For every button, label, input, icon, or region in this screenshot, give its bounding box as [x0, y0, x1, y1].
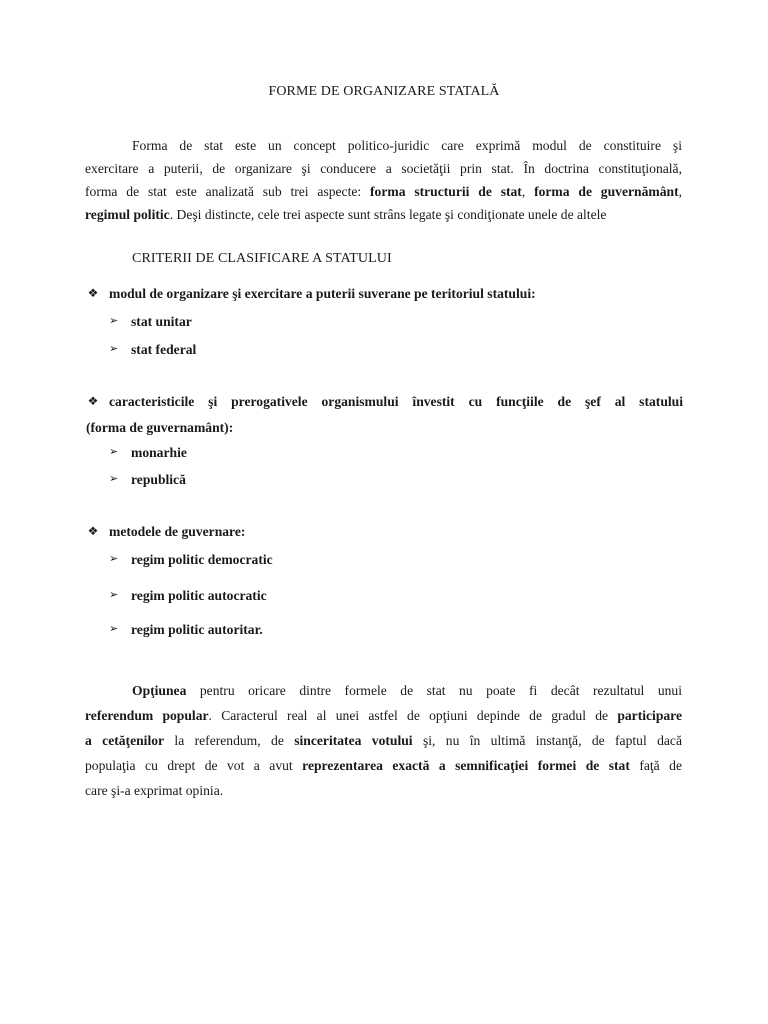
conclusion-bold-term: referendum popular — [85, 708, 209, 723]
item-label: regim politic democratic — [131, 552, 273, 567]
conclusion-text: faţă de — [629, 758, 682, 773]
item-label: regim politic autoritar. — [131, 622, 263, 637]
item-label: stat unitar — [131, 314, 192, 329]
criterion-line: caracteristicile şi prerogativele organismului învestit cu funcţiile de şef al statului — [109, 394, 683, 409]
conclusion-bold-term: Opţiunea — [132, 683, 187, 698]
intro-paragraph — [85, 134, 682, 226]
item-label: stat federal — [131, 342, 197, 357]
conclusion-line-1 — [85, 678, 682, 703]
intro-text: , — [678, 184, 682, 199]
item-label: monarhie — [131, 445, 187, 460]
item-label: republică — [131, 472, 186, 487]
criterion-text — [109, 282, 683, 306]
item-label: regim politic autocratic — [131, 588, 267, 603]
diamond-bullet-icon: ❖ — [87, 394, 99, 408]
intro-text: , — [521, 184, 535, 199]
conclusion-line-3 — [85, 728, 682, 753]
criterion-text — [86, 390, 683, 440]
criterion-line: modul de organizare şi exercitare a puterii suverane pe teritoriul statului: — [109, 286, 536, 301]
intro-line-1: Forma de stat este un concept politico-juridic care exprimă modul de constituire şi — [132, 138, 682, 153]
conclusion-line-5: care şi-a exprimat opinia. — [85, 783, 224, 798]
conclusion-bold-term: sinceritatea votului — [294, 733, 413, 748]
intro-line-2: exercitare a puterii, de organizare şi conducere a societăţii prin stat. În doctrina constituţională, — [85, 161, 682, 176]
intro-bold-term: forma structurii de stat — [370, 184, 522, 199]
diamond-bullet-icon: ❖ — [87, 524, 99, 538]
conclusion-bold-term: participare — [617, 708, 682, 723]
diamond-bullet-icon: ❖ — [87, 286, 99, 300]
arrow-bullet-icon: ➢ — [109, 315, 119, 327]
intro-line-4 — [85, 203, 682, 226]
conclusion-text: şi, nu în ultimă instanţă, de faptul dacă — [412, 733, 682, 748]
intro-bold-term: forma de guvernământ — [534, 184, 679, 199]
conclusion-text: . Caracterul real al unei astfel de opţiuni depinde de gradul de — [208, 708, 618, 723]
conclusion-bold-term: a cetăţenilor — [85, 733, 165, 748]
criterion-line: metodele de guvernare: — [109, 524, 246, 539]
intro-bold-term: regimul politic — [85, 207, 170, 222]
conclusion-text: la referendum, de — [164, 733, 295, 748]
document-title: FORME DE ORGANIZARE STATALĂ — [268, 84, 500, 99]
intro-line-3 — [85, 180, 682, 203]
conclusion-line-4 — [85, 753, 682, 778]
conclusion-text: populaţia cu drept de vot a avut — [85, 758, 303, 773]
intro-text: . Deşi distincte, cele trei aspecte sunt strâns legate şi condiţionate unele de altele — [169, 207, 607, 222]
criterion-text — [109, 520, 683, 544]
conclusion-bold-term: reprezentarea exactă a semnificaţiei formei de stat — [302, 758, 630, 773]
criterion-line: (forma de guvernamânt): — [86, 420, 234, 435]
arrow-bullet-icon: ➢ — [109, 589, 119, 601]
conclusion-line-2 — [85, 703, 682, 728]
conclusion-text: pentru oricare dintre formele de stat nu poate fi decât rezultatul unui — [186, 683, 682, 698]
arrow-bullet-icon: ➢ — [109, 553, 119, 565]
intro-text: forma de stat este analizată sub trei aspecte: — [85, 184, 371, 199]
arrow-bullet-icon: ➢ — [109, 623, 119, 635]
arrow-bullet-icon: ➢ — [109, 343, 119, 355]
criteria-heading: CRITERII DE CLASIFICARE A STATULUI — [132, 251, 392, 266]
arrow-bullet-icon: ➢ — [109, 446, 119, 458]
conclusion-paragraph — [85, 678, 682, 803]
arrow-bullet-icon: ➢ — [109, 473, 119, 485]
